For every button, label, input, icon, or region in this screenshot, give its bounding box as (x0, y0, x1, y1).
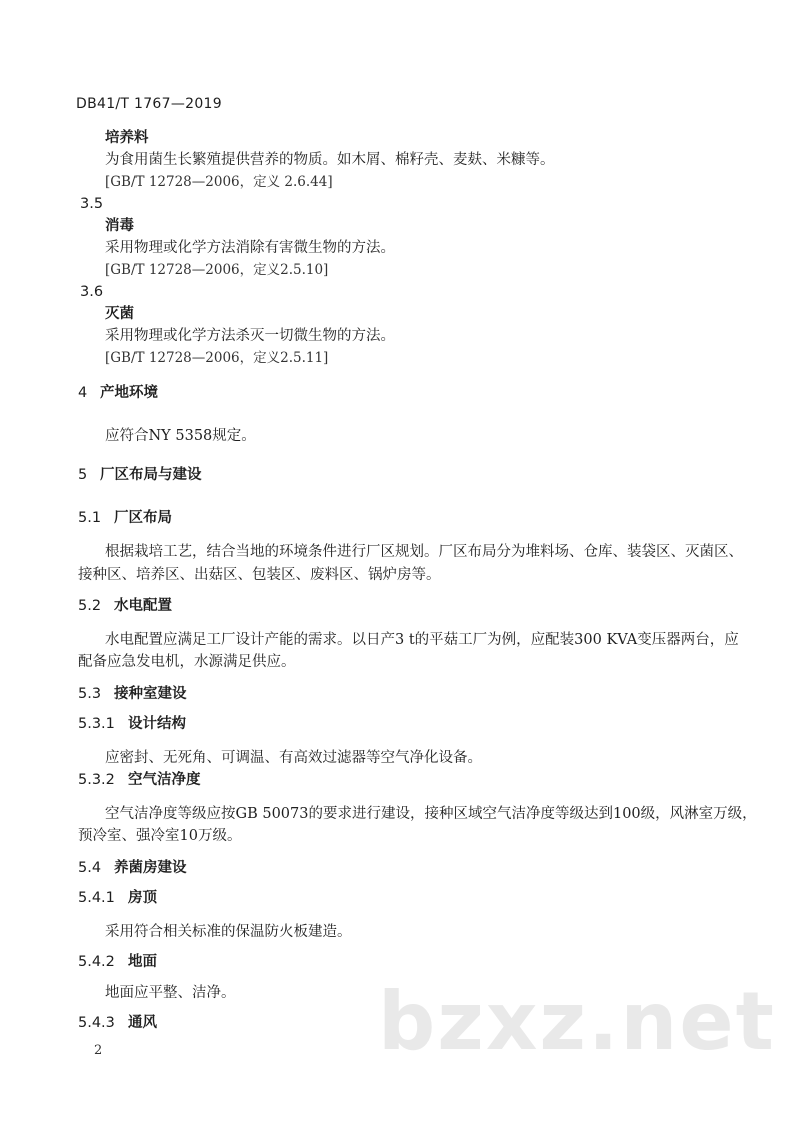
section-5-number: 5 (78, 467, 88, 483)
section-5-1-title: 厂区布局 (114, 510, 172, 526)
term-source-sterilization: [GB/T 12728—2006，定义2.5.11] (105, 350, 329, 366)
term-source-culture-medium: [GB/T 12728—2006，定义 2.6.44] (105, 174, 333, 190)
section-5-3-title: 接种室建设 (114, 686, 187, 702)
section-5-3-1-text: 应密封、无死角、可调温、有高效过滤器等空气净化设备。 (105, 750, 482, 766)
term-name-sterilization: 灭菌 (105, 306, 134, 322)
section-5-3-2-text-line-2: 预冷室、强冷室10万级。 (78, 828, 242, 844)
standard-code-header: DB41/T 1767—2019 (76, 96, 222, 112)
section-5-3-1-number: 5.3.1 (78, 716, 115, 732)
section-4-heading (78, 383, 158, 403)
term-source-disinfection: [GB/T 12728—2006，定义2.5.10] (105, 262, 329, 278)
section-5-2-text-line-1: 水电配置应满足工厂设计产能的需求。以日产3 t的平菇工厂为例，应配装300 KVA变压器两台，应 (105, 632, 739, 648)
term-number-3-6: 3.6 (80, 284, 104, 300)
section-5-4-3-heading (78, 1013, 157, 1033)
term-definition-disinfection: 采用物理或化学方法消除有害微生物的方法。 (105, 240, 395, 256)
section-5-4-1-title: 房顶 (128, 890, 157, 906)
section-5-4-1-text: 采用符合相关标准的保温防火板建造。 (105, 924, 352, 940)
section-5-2-number: 5.2 (78, 598, 102, 614)
section-5-3-1-heading (78, 714, 186, 734)
section-5-2-text-line-2: 配备应急发电机，水源满足供应。 (78, 654, 296, 670)
section-5-1-text-line-1: 根据栽培工艺，结合当地的环境条件进行厂区规划。厂区布局分为堆料场、仓库、装袋区、灭菌区、 (105, 544, 743, 560)
section-5-2-title: 水电配置 (114, 598, 172, 614)
section-5-4-1-number: 5.4.1 (78, 890, 115, 906)
section-5-3-number: 5.3 (78, 686, 102, 702)
section-5-3-2-number: 5.3.2 (78, 772, 115, 788)
section-5-4-2-heading (78, 952, 157, 972)
section-5-1-heading (78, 508, 172, 528)
section-4-title: 产地环境 (100, 385, 158, 401)
section-5-4-3-title: 通风 (128, 1015, 157, 1031)
section-5-4-number: 5.4 (78, 860, 102, 876)
page-number: 2 (94, 1043, 103, 1058)
term-number-3-5: 3.5 (80, 196, 104, 212)
section-4-number: 4 (78, 385, 88, 401)
section-4-text: 应符合NY 5358规定。 (105, 428, 256, 444)
section-5-1-number: 5.1 (78, 510, 102, 526)
section-5-3-heading (78, 684, 187, 704)
term-name-culture-medium: 培养料 (105, 130, 149, 146)
section-5-4-heading (78, 858, 187, 878)
section-5-4-2-number: 5.4.2 (78, 954, 115, 970)
section-5-3-2-title: 空气洁净度 (128, 772, 201, 788)
section-5-3-2-heading (78, 770, 201, 790)
section-5-1-text-line-2: 接种区、培养区、出菇区、包装区、废料区、锅炉房等。 (78, 567, 441, 583)
section-5-heading (78, 465, 202, 485)
term-name-disinfection: 消毒 (105, 218, 134, 234)
section-5-3-1-title: 设计结构 (128, 716, 186, 732)
section-5-title: 厂区布局与建设 (100, 467, 202, 483)
term-definition-sterilization: 采用物理或化学方法杀灭一切微生物的方法。 (105, 328, 395, 344)
section-5-4-1-heading (78, 888, 157, 908)
term-definition-culture-medium: 为食用菌生长繁殖提供营养的物质。如木屑、棉籽壳、麦麸、米糠等。 (105, 152, 555, 168)
watermark: bzxz.net (378, 975, 776, 1068)
section-5-4-title: 养菌房建设 (114, 860, 187, 876)
section-5-4-2-title: 地面 (128, 954, 157, 970)
section-5-3-2-text-line-1: 空气洁净度等级应按GB 50073的要求进行建设，接种区域空气洁净度等级达到100级，风淋室万级， (105, 806, 757, 822)
section-5-4-3-number: 5.4.3 (78, 1015, 115, 1031)
section-5-4-2-text: 地面应平整、洁净。 (105, 985, 236, 1001)
section-5-2-heading (78, 596, 172, 616)
